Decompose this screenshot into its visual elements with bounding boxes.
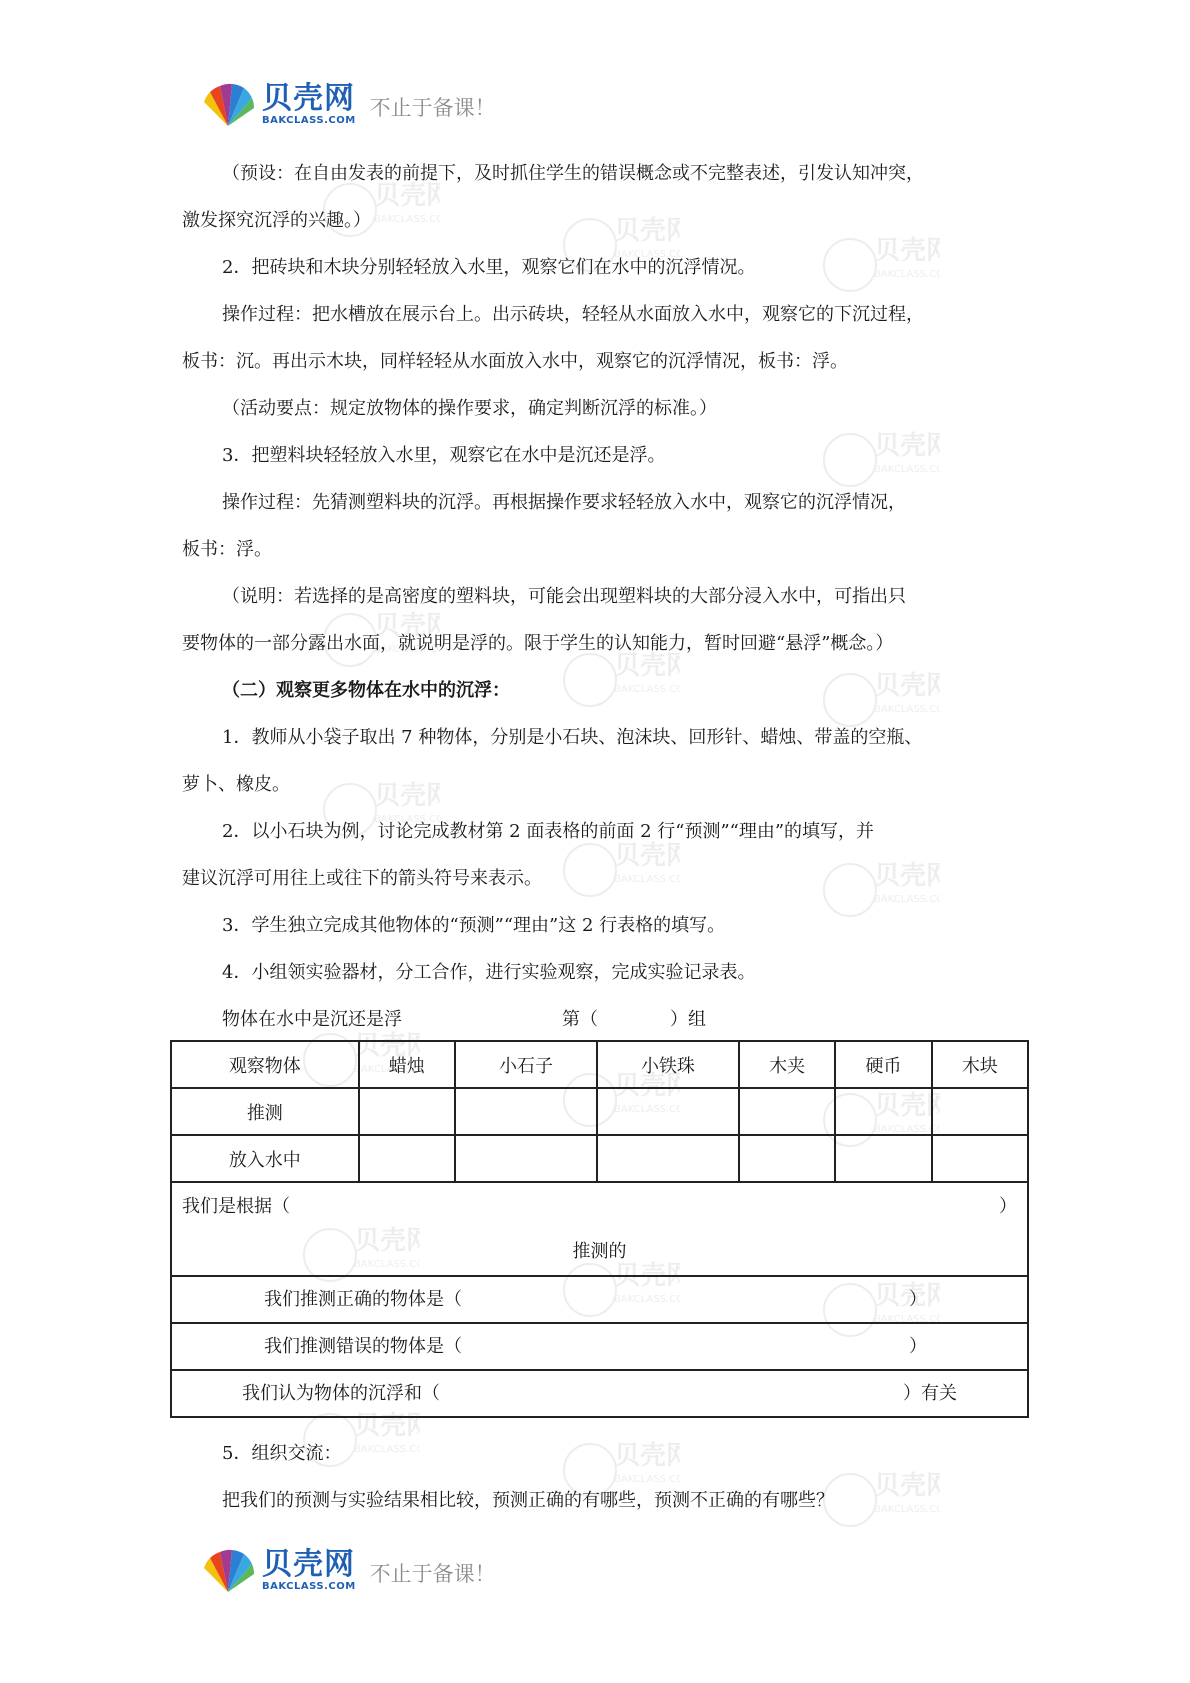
svg-text:BAKCLASS.COM: BAKCLASS.C bbox=[874, 1504, 937, 1515]
brand-domain: BAKCLASS.COM bbox=[262, 115, 356, 126]
svg-text:贝壳网: 贝壳网 bbox=[354, 1226, 420, 1256]
paragraph: 3．把塑料块轻轻放入水里，观察它在水中是沉还是浮。 bbox=[222, 445, 666, 466]
blank-cell bbox=[835, 1088, 931, 1135]
blank-cell bbox=[455, 1135, 597, 1182]
paragraph: 2．把砖块和木块分别轻轻放入水里，观察它们在水中的沉浮情况。 bbox=[222, 257, 756, 278]
svg-text:BAKCLASS.COM: BAKCLASS.C bbox=[354, 1444, 417, 1455]
header-cell: 木夹 bbox=[739, 1041, 835, 1088]
paragraph: 2．以小石块为例，讨论完成教材第 2 面表格的前面 2 行“预测”“理由”的填写，并 bbox=[222, 821, 875, 842]
related-left: 我们认为物体的沉浮和（ bbox=[242, 1383, 440, 1404]
wrong-cell bbox=[171, 1323, 1028, 1370]
table-title: 物体在水中是沉还是浮 bbox=[222, 1009, 402, 1030]
svg-text:贝壳网: 贝壳网 bbox=[874, 1281, 940, 1311]
paragraph: 3．学生独立完成其他物体的“预测”“理由”这 2 行表格的填写。 bbox=[222, 915, 726, 936]
basis-right: ） bbox=[999, 1196, 1017, 1217]
svg-text:BAKCLASS.COM: BAKCLASS.C bbox=[614, 684, 677, 695]
svg-text:BAKCLASS.COM: BAKCLASS.C bbox=[354, 1064, 417, 1075]
blank-cell bbox=[835, 1135, 931, 1182]
svg-text:贝壳网: 贝壳网 bbox=[354, 1031, 420, 1061]
slogan: 不止于备课！ bbox=[369, 96, 496, 120]
header-cell: 小石子 bbox=[455, 1041, 597, 1088]
svg-text:BAKCLASS.COM: BAKCLASS.C bbox=[874, 1314, 937, 1325]
paragraph: 把我们的预测与实验结果相比较，预测正确的有哪些，预测不正确的有哪些？ bbox=[222, 1490, 834, 1511]
row-label: 推测 bbox=[171, 1088, 359, 1135]
paragraph: 操作过程：把水槽放在展示台上。出示砖块，轻轻从水面放入水中，观察它的下沉过程， bbox=[222, 304, 924, 325]
svg-text:BAKCLASS.COM: BAKCLASS.C bbox=[874, 464, 937, 475]
svg-text:贝壳网: 贝壳网 bbox=[374, 181, 440, 211]
brand-domain: BAKCLASS.COM bbox=[262, 1581, 356, 1592]
related-cell bbox=[171, 1370, 1028, 1417]
correct-left: 我们推测正确的物体是（ bbox=[264, 1289, 462, 1310]
svg-text:贝壳网: 贝壳网 bbox=[874, 1471, 940, 1501]
slogan: 不止于备课！ bbox=[369, 1562, 496, 1586]
basis-left: 我们是根据（ bbox=[182, 1196, 290, 1217]
header-cell: 木块 bbox=[932, 1041, 1028, 1088]
paragraph: 萝卜、橡皮。 bbox=[182, 774, 290, 795]
paragraph: 1．教师从小袋子取出 7 种物体，分别是小石块、泡沫块、回形针、蜡烛、带盖的空瓶、 bbox=[222, 727, 923, 748]
svg-text:BAKCLASS.COM: BAKCLASS.C bbox=[874, 269, 937, 280]
blank-cell bbox=[597, 1135, 739, 1182]
table-row bbox=[171, 1370, 1028, 1417]
wrong-left: 我们推测错误的物体是（ bbox=[264, 1336, 462, 1357]
header-cell: 小铁珠 bbox=[597, 1041, 739, 1088]
svg-text:贝壳网: 贝壳网 bbox=[374, 611, 440, 641]
paragraph: 板书：浮。 bbox=[182, 539, 272, 560]
brand-name: 贝壳网 bbox=[262, 1547, 355, 1582]
svg-text:贝壳网: 贝壳网 bbox=[614, 1261, 680, 1291]
paragraph: （说明：若选择的是高密度的塑料块，可能会出现塑料块的大部分浸入水中，可指出只 bbox=[222, 586, 906, 607]
svg-text:贝壳网: 贝壳网 bbox=[614, 841, 680, 871]
section-heading: （二）观察更多物体在水中的沉浮： bbox=[222, 680, 510, 701]
paragraph: 操作过程：先猜测塑料块的沉浮。再根据操作要求轻轻放入水中，观察它的沉浮情况， bbox=[222, 492, 906, 513]
table-header-row bbox=[171, 1041, 1028, 1088]
header-cell: 观察物体 bbox=[171, 1041, 359, 1088]
paragraph: 要物体的一部分露出水面，就说明是浮的。限于学生的认知能力，暂时回避“悬浮”概念。） bbox=[182, 633, 894, 654]
svg-text:BAKCLASS.COM: BAKCLASS.C bbox=[374, 214, 437, 225]
group-label: 第（ ）组 bbox=[562, 1009, 706, 1030]
blank-cell bbox=[932, 1135, 1028, 1182]
paragraph: 板书：沉。再出示木块，同样轻轻从水面放入水中，观察它的沉浮情况，板书：浮。 bbox=[182, 351, 848, 372]
svg-text:BAKCLASS.COM: BAKCLASS.C bbox=[614, 1104, 677, 1115]
svg-text:贝壳网: 贝壳网 bbox=[874, 1091, 940, 1121]
svg-text:贝壳网: 贝壳网 bbox=[614, 651, 680, 681]
table-row bbox=[171, 1276, 1028, 1323]
svg-text:贝壳网: 贝壳网 bbox=[354, 1411, 420, 1441]
svg-text:BAKCLASS.COM: BAKCLASS.C bbox=[874, 1124, 937, 1135]
shell-fan-icon bbox=[200, 82, 256, 128]
wrong-right: ） bbox=[909, 1336, 927, 1357]
header-logo bbox=[200, 82, 496, 128]
header-cell: 蜡烛 bbox=[359, 1041, 455, 1088]
blank-cell bbox=[455, 1088, 597, 1135]
svg-text:BAKCLASS.COM: BAKCLASS.C bbox=[614, 874, 677, 885]
brand-name: 贝壳网 bbox=[262, 81, 355, 116]
blank-cell bbox=[932, 1088, 1028, 1135]
record-table bbox=[170, 1040, 1029, 1418]
svg-text:贝壳网: 贝壳网 bbox=[614, 1071, 680, 1101]
svg-text:贝壳网: 贝壳网 bbox=[874, 671, 940, 701]
table-row bbox=[171, 1182, 1028, 1276]
table-title-row bbox=[182, 996, 1022, 1043]
svg-text:贝壳网: 贝壳网 bbox=[874, 861, 940, 891]
blank-cell bbox=[597, 1088, 739, 1135]
svg-text:贝壳网: 贝壳网 bbox=[874, 236, 940, 266]
paragraph: 5．组织交流： bbox=[222, 1443, 342, 1464]
svg-text:BAKCLASS.COM: BAKCLASS.C bbox=[354, 1259, 417, 1270]
paragraph: 4．小组领实验器材，分工合作，进行实验观察，完成实验记录表。 bbox=[222, 962, 756, 983]
table-row bbox=[171, 1323, 1028, 1370]
svg-text:BAKCLASS.COM: BAKCLASS.C bbox=[874, 704, 937, 715]
blank-cell bbox=[359, 1135, 455, 1182]
correct-right: ） bbox=[909, 1289, 927, 1310]
svg-text:BAKCLASS.COM: BAKCLASS.C bbox=[614, 249, 677, 260]
table-row bbox=[171, 1135, 1028, 1182]
svg-text:BAKCLASS.COM: BAKCLASS.C bbox=[374, 814, 437, 825]
document-body bbox=[182, 150, 1022, 1043]
footer-logo bbox=[200, 1548, 496, 1594]
basis-cell bbox=[171, 1182, 1028, 1276]
paragraph: （预设：在自由发表的前提下，及时抓住学生的错误概念或不完整表述，引发认知冲突， bbox=[222, 163, 924, 184]
document-body-after-table bbox=[182, 1430, 1022, 1524]
row-label: 放入水中 bbox=[171, 1135, 359, 1182]
svg-text:BAKCLASS.COM: BAKCLASS.C bbox=[614, 1474, 677, 1485]
blank-cell bbox=[359, 1088, 455, 1135]
svg-text:贝壳网: 贝壳网 bbox=[374, 781, 440, 811]
svg-text:贝壳网: 贝壳网 bbox=[614, 216, 680, 246]
svg-text:BAKCLASS.COM: BAKCLASS.C bbox=[614, 1294, 677, 1305]
header-cell: 硬币 bbox=[835, 1041, 931, 1088]
correct-cell bbox=[171, 1276, 1028, 1323]
shell-fan-icon bbox=[200, 1548, 256, 1594]
blank-cell bbox=[739, 1088, 835, 1135]
paragraph: 建议沉浮可用往上或往下的箭头符号来表示。 bbox=[182, 868, 542, 889]
svg-text:贝壳网: 贝壳网 bbox=[874, 431, 940, 461]
paragraph: （活动要点：规定放物体的操作要求，确定判断沉浮的标准。） bbox=[222, 398, 717, 419]
table-row bbox=[171, 1088, 1028, 1135]
basis-line2: 推测的 bbox=[572, 1241, 627, 1262]
related-right: ）有关 bbox=[903, 1383, 957, 1404]
svg-text:贝壳网: 贝壳网 bbox=[614, 1441, 680, 1471]
blank-cell bbox=[739, 1135, 835, 1182]
svg-text:BAKCLASS.COM: BAKCLASS.C bbox=[374, 644, 437, 655]
paragraph: 激发探究沉浮的兴趣。） bbox=[182, 210, 371, 231]
svg-text:BAKCLASS.COM: BAKCLASS.C bbox=[874, 894, 937, 905]
